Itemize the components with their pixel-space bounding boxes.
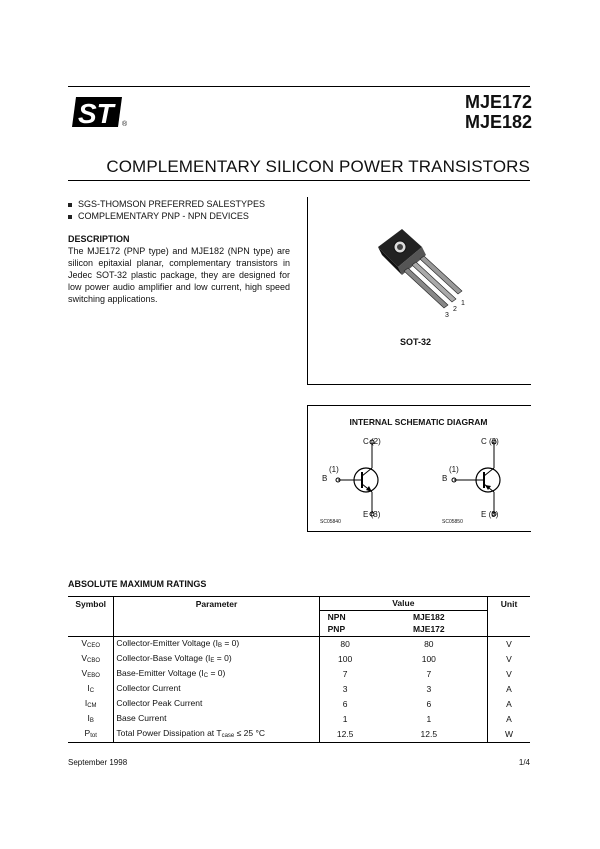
registered-mark: ® [122,121,128,128]
package-label: SOT-32 [400,337,432,347]
symbol-cell: VCEO [81,637,101,649]
unit-cell: V [488,636,530,652]
npn-part: MJE182 [371,610,488,623]
col-header-symbol: Symbol [75,598,107,609]
pnp-diagram-code: SC05850 [442,519,463,525]
parameter-cell: Collector Current [114,682,319,697]
npn-value-cell: 100 [319,652,370,667]
pnp-value-cell: 12.5 [420,729,438,739]
symbol-cell: VCBO [81,652,101,664]
pnp-label: PNP [319,623,370,636]
symbol-cell: IB [87,712,94,724]
pnp-value-cell: 7 [426,669,432,679]
npn-base-num: (1) [329,465,339,474]
unit-cell: A [488,682,530,697]
table-row [68,697,530,712]
table-row [68,712,530,727]
part-number-2: MJE182 [464,112,532,132]
description-heading: DESCRIPTION [68,234,130,244]
unit-cell: V [488,652,530,667]
npn-value-cell: 1 [319,712,370,727]
pnp-base-num: (1) [449,465,459,474]
pnp-part: MJE172 [412,624,445,635]
pnp-value-cell: 6 [426,699,432,709]
table-row [68,682,530,697]
npn-value-cell: 80 [319,636,370,652]
col-header-value: Value [319,597,487,611]
npn-base-label: B [322,474,328,483]
parameter-cell: Base Current [114,712,319,727]
footer-date: September 1998 [68,758,128,767]
table-row [68,636,530,652]
parameter-cell: Total Power Dissipation at Tcase ≤ 25 °C [114,727,319,743]
npn-value-cell: 3 [319,682,370,697]
top-rule [68,86,530,87]
footer-page: 1/4 [518,758,530,767]
npn-value-cell: 6 [319,697,370,712]
col-header-unit: Unit [488,597,530,611]
sot32-package-image [370,225,480,325]
pnp-base-label: B [442,474,448,483]
parameter-cell: Base-Emitter Voltage (IC = 0) [114,667,319,682]
unit-cell: A [488,697,530,712]
pnp-value-cell: 80 [424,639,434,649]
part-number-1: MJE172 [464,92,532,112]
npn-diagram-code: SC05840 [320,519,341,525]
pin-label: 3 [445,312,449,319]
schematic-title: INTERNAL SCHEMATIC DIAGRAM [349,417,488,427]
pnp-value-cell: 1 [426,714,432,724]
npn-value-cell: 12.5 [319,727,370,743]
npn-collector-label: C (2) [363,437,381,446]
page-title: COMPLEMENTARY SILICON POWER TRANSISTORS [106,157,530,176]
unit-cell: W [488,727,530,743]
table-row [68,652,530,667]
svg-text:ST: ST [78,98,114,129]
npn-emitter-label: E (3) [363,510,381,519]
parameter-cell: Collector-Base Voltage (IE = 0) [114,652,319,667]
table-row [68,667,530,682]
npn-value-cell: 7 [319,667,370,682]
pin-label: 2 [453,306,457,313]
st-logo [70,93,130,133]
ratings-table [68,596,530,743]
feature-item: SGS-THOMSON PREFERRED SALESTYPES [68,199,265,209]
symbol-cell: Ptot [84,727,97,739]
symbol-cell: VEBO [81,667,100,679]
col-header-parameter: Parameter [114,597,319,611]
pin-label: 1 [461,300,465,307]
unit-cell: V [488,667,530,682]
pnp-emitter-label: E (3) [481,510,499,519]
npn-label: NPN [319,610,370,623]
feature-item: COMPLEMENTARY PNP - NPN DEVICES [68,211,249,221]
symbol-cell: ICM [84,697,97,709]
table-row [68,727,530,743]
title-rule [68,180,530,181]
parameter-cell: Collector-Emitter Voltage (IB = 0) [114,636,319,652]
pnp-collector-label: C (2) [481,437,499,446]
pnp-value-cell: 3 [426,684,432,694]
pnp-value-cell: 100 [421,654,436,664]
symbol-cell: IC [87,682,95,694]
description-text: The MJE172 (PNP type) and MJE182 (NPN type) are silicon epitaxial planar, complementary transistors in Jedec SOT-32 plastic package, they are designed for low power audio amplifier and low current, high speed switching applications. [68,246,290,304]
parameter-cell: Collector Peak Current [114,697,319,712]
ratings-title: ABSOLUTE MAXIMUM RATINGS [68,579,207,589]
unit-cell: A [488,712,530,727]
